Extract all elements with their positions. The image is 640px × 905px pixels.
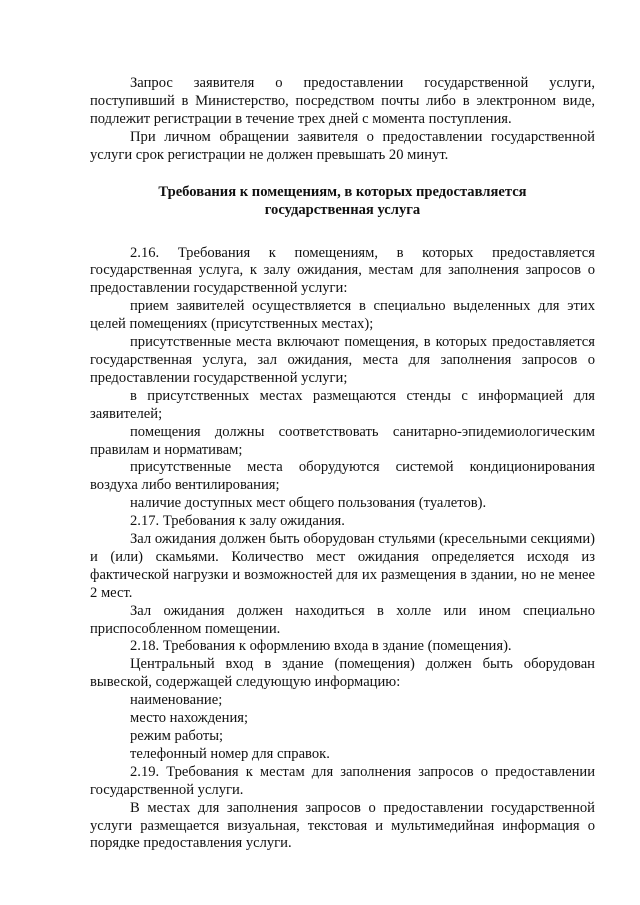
paragraph: помещения должны соответствовать санитарно-эпидемиологическим правилам и нормативам; (90, 423, 595, 458)
list-item: режим работы; (130, 728, 224, 744)
paragraph: Зал ожидания должен находиться в холле или ином специально приспособленном помещении. (90, 602, 595, 637)
paragraph: в присутственных местах размещаются стенды с информацией для заявителей; (90, 387, 595, 422)
paragraph: Зал ожидания должен быть оборудован стульями (кресельными секциями) и (или) скамьями. Количество мест ожидания определяется исходя из фактической нагрузки и возможностей для их размещения в здании, но не менее 2 мест. (90, 531, 595, 601)
list-item: место нахождения; (130, 710, 249, 727)
paragraph: 2.19. Требования к местам для заполнения запросов о предоставлении государственной услуги. (90, 763, 595, 798)
paragraph: наличие доступных мест общего пользования (туалетов). (130, 495, 487, 512)
paragraph: прием заявителей осуществляется в специально выделенных для этих целей помещениях (присутственных местах); (90, 298, 595, 333)
section-heading-line: Требования к помещениям, в которых предоставляется (158, 183, 527, 200)
paragraph: В местах для заполнения запросов о предоставлении государственной услуги размещается визуальная, текстовая и мультимедийная информация о порядке предоставления услуги. (90, 799, 595, 852)
paragraph: присутственные места включают помещения, в которых предоставляется государственная услуга, зал ожидания, места для заполнения запросов о предоставлении государственной услуги; (90, 334, 595, 386)
paragraph: 2.17. Требования к залу ожидания. (130, 513, 345, 530)
paragraph: При личном обращении заявителя о предоставлении государственной услуги срок регистрации не должен превышать 20 минут. (90, 128, 595, 163)
paragraph: Запрос заявителя о предоставлении государственной услуги, поступивший в Министерство, посредством почты либо в электронном виде, подлежит регистрации в течение трех дней с момента поступления. (90, 75, 595, 127)
section-heading (90, 183, 595, 219)
paragraph: 2.16. Требования к помещениям, в которых предоставляется государственная услуга, к залу ожидания, местам для заполнения запросов о предоставлении государственной услуги: (90, 244, 595, 297)
list-item: наименование; (130, 692, 223, 709)
document-body (90, 75, 595, 853)
paragraph: присутственные места оборудуются системой кондиционирования воздуха либо вентилирования; (90, 459, 595, 494)
paragraph: 2.18. Требования к оформлению входа в здание (помещения). (130, 638, 512, 655)
paragraph: Центральный вход в здание (помещения) должен быть оборудован вывеской, содержащей следующую информацию: (90, 656, 595, 691)
section-heading-line: государственная услуга (264, 201, 421, 218)
list-item: телефонный номер для справок. (130, 745, 330, 762)
